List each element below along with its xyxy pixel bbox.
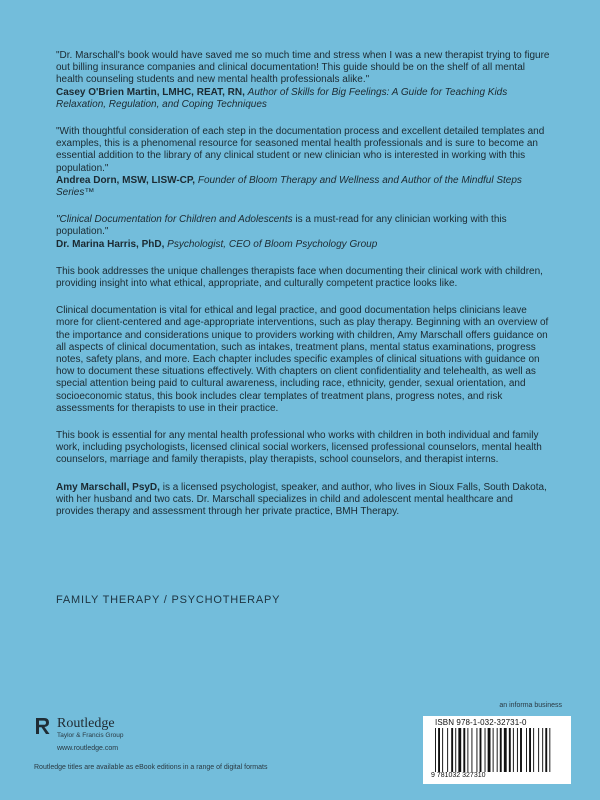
blurb-quote (56, 214, 550, 238)
description-paragraph-1: This book addresses the unique challenges therapists face when documenting their clinical work with children, providing insight into what ethical, appropriate, and culturally competent practice looks like. (56, 265, 543, 290)
blurb-author-name: Casey O'Brien Martin, LMHC, REAT, RN, (56, 86, 245, 98)
barcode-bar (488, 728, 491, 772)
barcode-bar (517, 728, 518, 772)
subject-category: FAMILY THERAPY / PSYCHOTHERAPY (56, 594, 281, 606)
barcode-bar (538, 728, 539, 772)
barcode-bar (451, 728, 453, 772)
blurb-attribution (56, 239, 550, 251)
publisher-name: Routledge (57, 716, 115, 731)
blurb-quote: "Dr. Marschall's book would have saved me so much time and stress when I was a new therapist trying to figure out billing insurance companies and clinical documentation! This guide should be on the shelf of all mental health counseling students and new mental health professionals alike." (56, 50, 550, 86)
barcode-bar (533, 728, 534, 772)
barcode-bar (504, 728, 507, 772)
routledge-r-logo-icon (34, 716, 52, 736)
blurb-author-title: Founder of Bloom Therapy and Wellness and Author of the Mindful Steps Series™ (56, 174, 522, 199)
barcode-bar (500, 728, 502, 772)
blurb-quote: "With thoughtful consideration of each step in the documentation process and excellent detailed templates and examples, this is a phenomenal resource for seasoned mental health professionals and is sure to become an essential addition to the library of any clinical student or new clinician who is interested in working with this population." (56, 126, 545, 174)
barcode-bar (447, 728, 448, 772)
barcode-bar (542, 728, 543, 772)
blurb-3 (56, 214, 550, 251)
barcode-bar (463, 728, 465, 772)
barcode-bar (526, 728, 527, 772)
blurb-author-title: Psychologist, CEO of Bloom Psychology Group (167, 238, 378, 250)
author-bio-name: Amy Marschall, PsyD, (56, 481, 160, 493)
author-bio-text: is a licensed psychologist, speaker, and author, who lives in Sioux Falls, South Dakota, with her husband and two cats. Dr. Marschall specializes in child and adolescent mental healthcare and provides therapy and assessment through her private practice, BMH Therapy. (56, 481, 547, 518)
blurb-quote-book-title: "Clinical Documentation for Children and Adolescents (56, 214, 293, 226)
barcode-bar (497, 728, 498, 772)
barcode-bar (476, 728, 477, 772)
isbn-label: ISBN 978-1-032-32731-0 (435, 718, 527, 727)
author-bio (56, 482, 550, 519)
barcode-bar (509, 728, 511, 772)
barcode-bar (485, 728, 486, 772)
blurb-attribution (56, 175, 550, 199)
blurb-quote-text: is a must-read for any clinician working with this population." (56, 214, 507, 238)
barcode-bar (455, 728, 456, 772)
description-paragraph-3: This book is essential for any mental health professional who works with children in both individual and family work, including psychologists, licensed clinical social workers, licensed professional counselors, mental health counselors, marriage and family therapists, play therapists, school counselors, and therapist interns. (56, 430, 542, 466)
barcode-bar (545, 728, 547, 772)
back-cover-content (56, 50, 550, 533)
publisher-block (34, 716, 244, 756)
barcode-bar (471, 728, 472, 772)
informa-mark: an informa business (499, 702, 562, 709)
barcode-bar (438, 728, 440, 772)
description-paragraph-2: Clinical documentation is vital for ethical and legal practice, and good documentation helps clinicians leave more for client-centered and age-appropriate interventions, such as play therapy. Beginning with an overview of the importance and considerations unique to providers working with children, Amy Marschall offers guidance on all aspects of clinical documentation, such as intakes, treatment plans, mental status examinations, progress notes, safety plans, and more. Each chapter includes specific examples of clinical situations with guidance on how to document these situations effectively. With chapters on client confidentiality and telehealth, as well as special attention being paid to cultural awareness, including race, ethnicity, gender, sexual orientation, and socioeconomic status, this book includes clear templates of treatment plans, progress notes, and risk assessments for therapists to use in their practice. (56, 305, 549, 414)
barcode-bar (442, 728, 443, 772)
publisher-url: www.routledge.com (57, 745, 119, 752)
barcode-bar (458, 728, 461, 772)
barcode-panel (423, 716, 571, 784)
blurb-1 (56, 50, 550, 111)
blurb-2 (56, 126, 550, 199)
barcode-bar (480, 728, 482, 772)
barcode-bar (513, 728, 514, 772)
barcode-bar (520, 728, 522, 772)
barcode-bar (493, 728, 494, 772)
barcode-bar (529, 728, 531, 772)
barcode-digits: 9 781032 327310 (431, 772, 486, 779)
blurb-attribution (56, 87, 550, 111)
barcode-bar (467, 728, 468, 772)
blurb-author-title: Author of Skills for Big Feelings: A Guide for Teaching Kids Relaxation, Regulation, and Coping Techniques (56, 86, 508, 110)
barcode-bar (435, 728, 436, 772)
barcode-graphic (433, 728, 561, 772)
publisher-group: Taylor & Francis Group (57, 732, 124, 739)
barcode-bar (549, 728, 550, 772)
blurb-author-name: Andrea Dorn, MSW, LISW-CP, (56, 174, 196, 186)
ebook-availability-note: Routledge titles are available as eBook editions in a range of digital formats (34, 764, 268, 771)
blurb-author-name: Dr. Marina Harris, PhD, (56, 238, 165, 250)
